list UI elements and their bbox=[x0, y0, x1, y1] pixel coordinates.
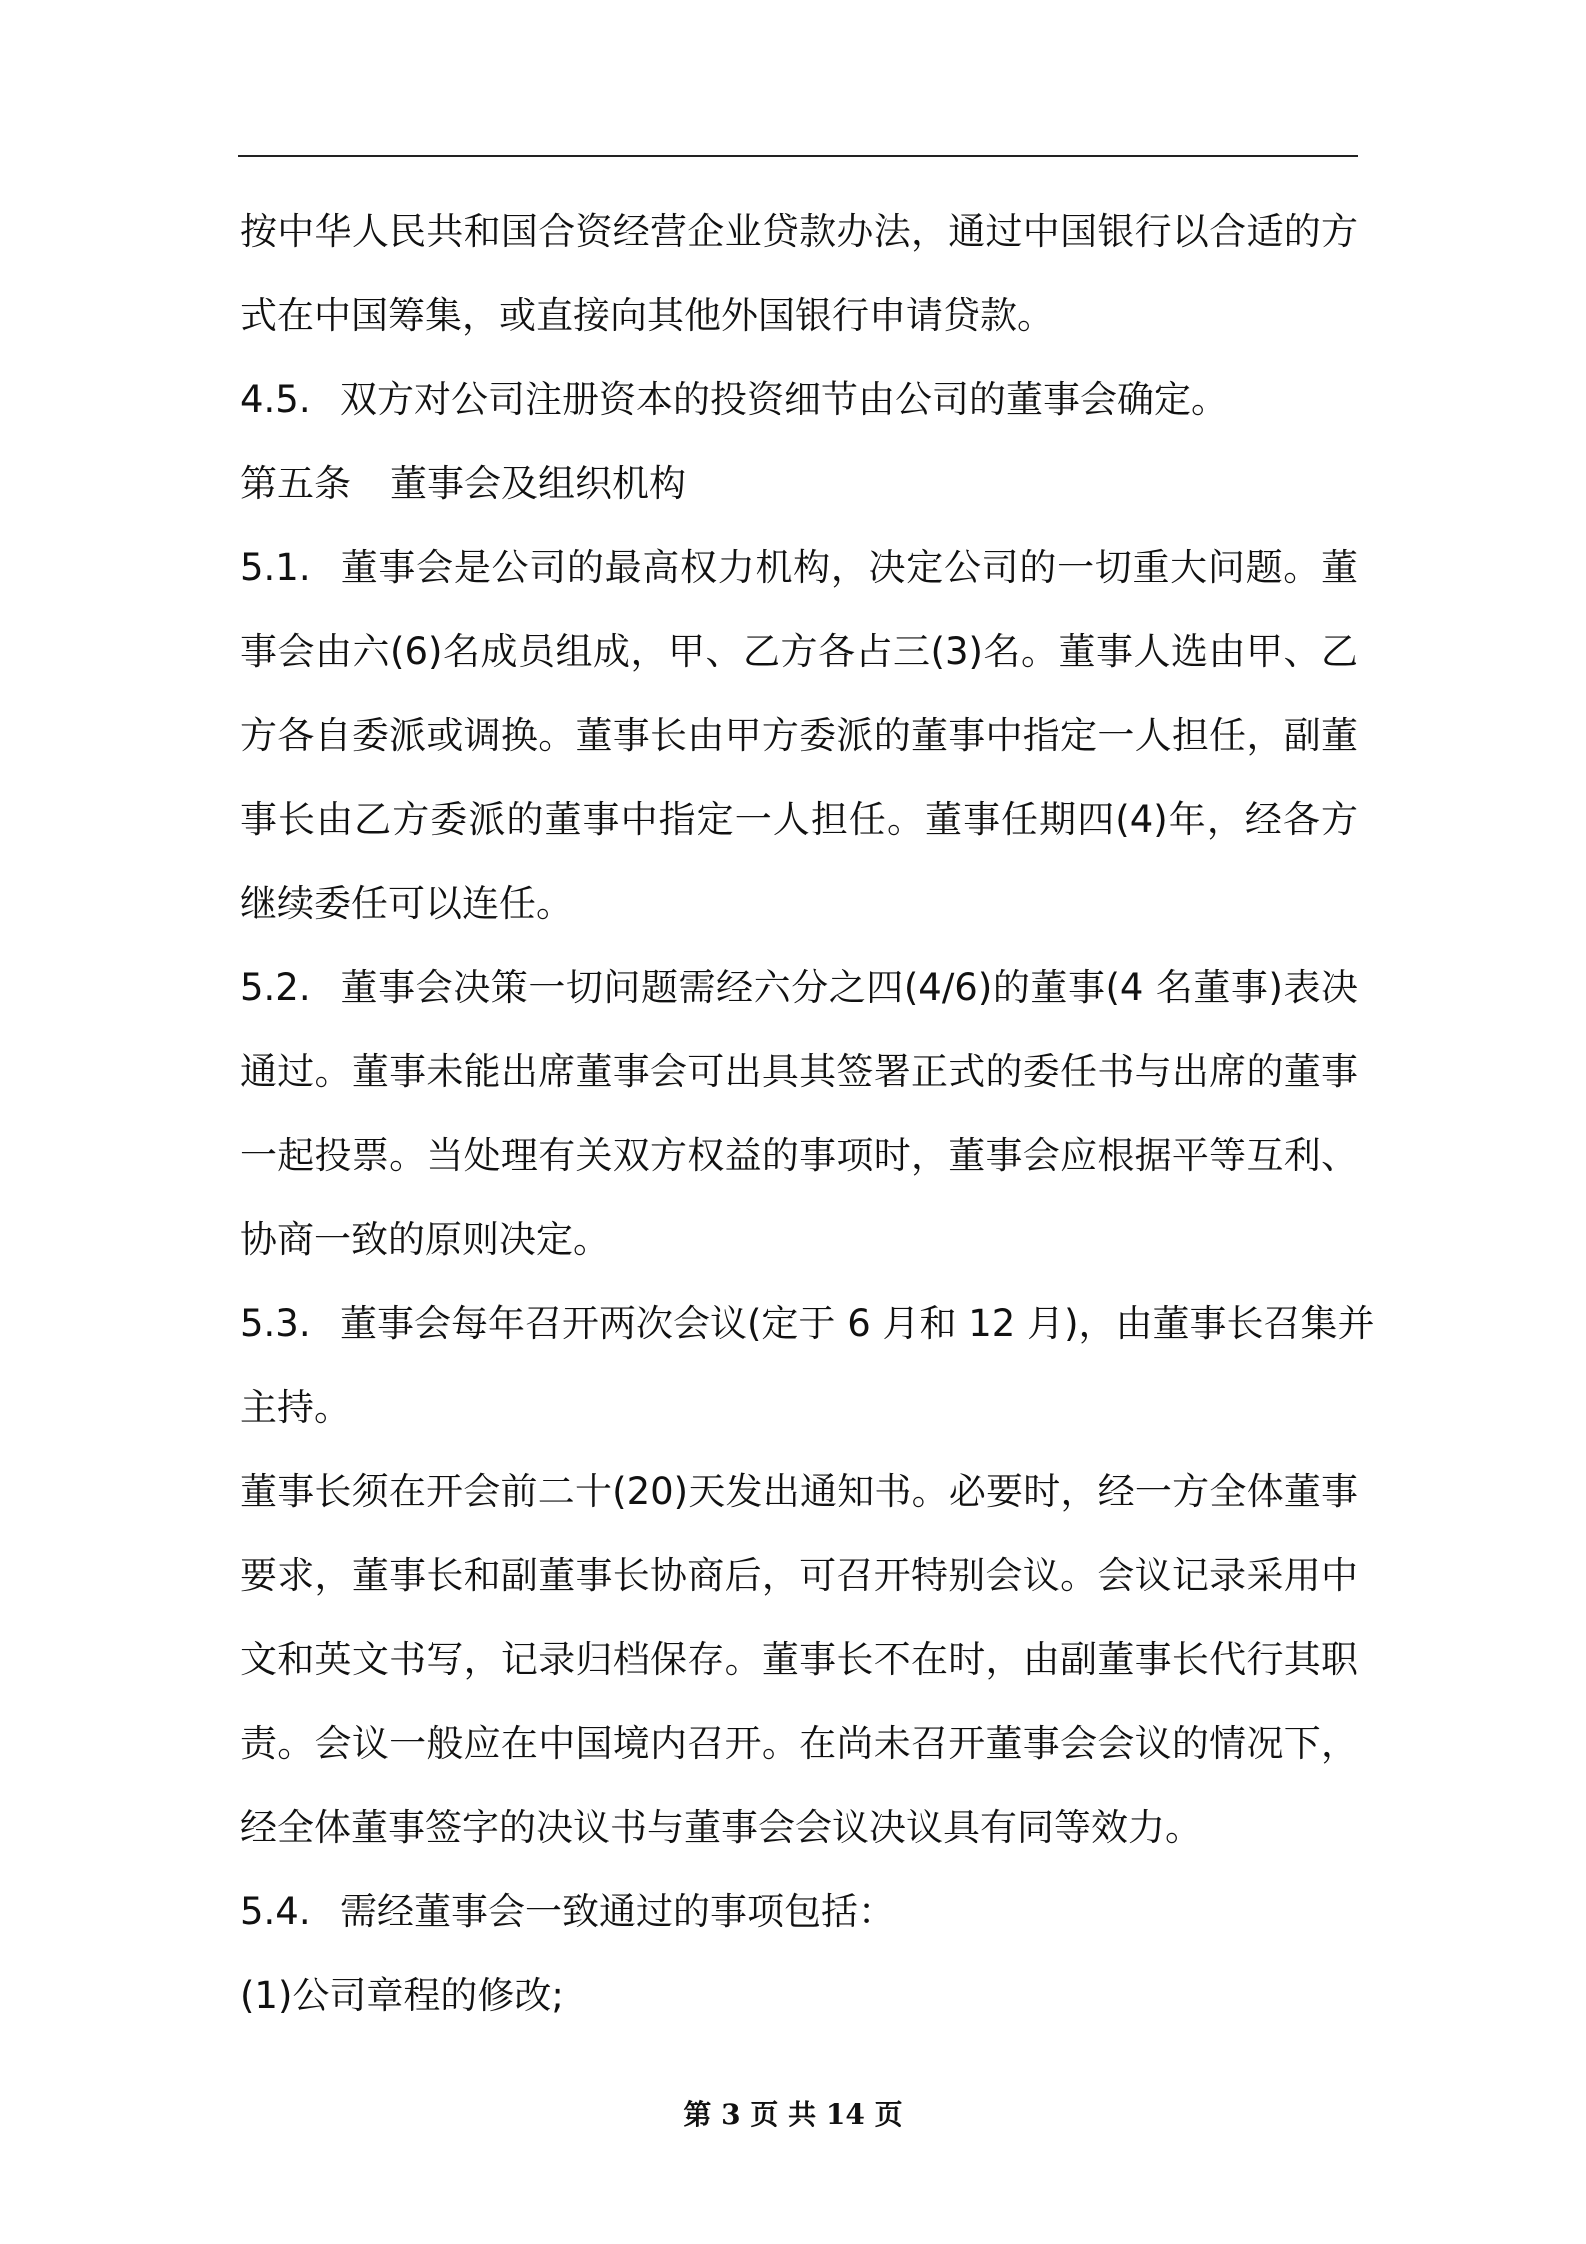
text-line bbox=[240, 1870, 1358, 1954]
text-line bbox=[240, 1702, 1358, 1786]
text-line bbox=[240, 1786, 1358, 1870]
header-rule bbox=[238, 155, 1358, 157]
line-text: 责。会议一般应在中国境内召开。在尚未召开董事会会议的情况下， bbox=[240, 1722, 1358, 1765]
text-line bbox=[240, 1030, 1358, 1114]
line-text: 一起投票。当处理有关双方权益的事项时，董事会应根据平等互利、 bbox=[240, 1134, 1358, 1177]
line-text: 董事会每年召开两次会议(定于 6 月和 12 月)，由董事长召集并 bbox=[340, 1302, 1375, 1345]
line-text: 事会由六(6)名成员组成，甲、乙方各占三(3)名。董事人选由甲、乙 bbox=[240, 630, 1358, 673]
clause-number: 4.5. bbox=[240, 378, 311, 421]
text-line bbox=[240, 526, 1358, 610]
document-body bbox=[240, 190, 1375, 2038]
text-line bbox=[240, 1450, 1358, 1534]
line-text: 需经董事会一致通过的事项包括： bbox=[340, 1890, 895, 1933]
page-number-footer: 第 3 页 共 14 页 bbox=[683, 2098, 903, 2131]
line-text: 董事会决策一切问题需经六分之四(4/6)的董事(4 名董事)表决 bbox=[340, 966, 1358, 1009]
text-line bbox=[240, 1954, 1358, 2038]
line-text: (1)公司章程的修改; bbox=[240, 1974, 564, 2017]
clause-number: 5.4. bbox=[240, 1890, 311, 1933]
text-line bbox=[240, 1366, 1358, 1450]
line-text: 文和英文书写，记录归档保存。董事长不在时，由副董事长代行其职 bbox=[240, 1638, 1358, 1681]
clause-number: 5.2. bbox=[240, 966, 311, 1009]
text-line bbox=[240, 1618, 1358, 1702]
article-title: 董事会及组织机构 bbox=[390, 462, 686, 505]
line-text: 主持。 bbox=[240, 1386, 351, 1429]
text-line bbox=[240, 694, 1358, 778]
text-line bbox=[240, 442, 1358, 526]
text-line bbox=[240, 1198, 1358, 1282]
line-text: 方各自委派或调换。董事长由甲方委派的董事中指定一人担任，副董 bbox=[240, 714, 1358, 757]
line-text: 要求，董事长和副董事长协商后，可召开特别会议。会议记录采用中 bbox=[240, 1554, 1358, 1597]
line-text: 双方对公司注册资本的投资细节由公司的董事会确定。 bbox=[340, 378, 1228, 421]
clause-number: 5.3. bbox=[240, 1302, 311, 1345]
line-text: 经全体董事签字的决议书与董事会会议决议具有同等效力。 bbox=[240, 1806, 1202, 1849]
line-text: 事长由乙方委派的董事中指定一人担任。董事任期四(4)年，经各方 bbox=[240, 798, 1358, 841]
text-line bbox=[240, 610, 1358, 694]
text-line bbox=[240, 1114, 1358, 1198]
text-line bbox=[240, 274, 1358, 358]
line-text: 董事长须在开会前二十(20)天发出通知书。必要时，经一方全体董事 bbox=[240, 1470, 1358, 1513]
line-text: 协商一致的原则决定。 bbox=[240, 1218, 610, 1261]
line-text: 董事会是公司的最高权力机构，决定公司的一切重大问题。董 bbox=[340, 546, 1358, 589]
text-line bbox=[240, 1282, 1375, 1366]
text-line bbox=[240, 862, 1358, 946]
text-line bbox=[240, 778, 1358, 862]
text-line bbox=[240, 1534, 1358, 1618]
article-label: 第五条 bbox=[240, 462, 351, 505]
line-text: 通过。董事未能出席董事会可出具其签署正式的委任书与出席的董事 bbox=[240, 1050, 1358, 1093]
text-line bbox=[240, 358, 1358, 442]
line-text: 按中华人民共和国合资经营企业贷款办法，通过中国银行以合适的方 bbox=[240, 210, 1358, 253]
text-line bbox=[240, 190, 1358, 274]
line-text: 式在中国筹集，或直接向其他外国银行申请贷款。 bbox=[240, 294, 1054, 337]
line-text: 继续委任可以连任。 bbox=[240, 882, 573, 925]
clause-number: 5.1. bbox=[240, 546, 311, 589]
text-line bbox=[240, 946, 1358, 1030]
